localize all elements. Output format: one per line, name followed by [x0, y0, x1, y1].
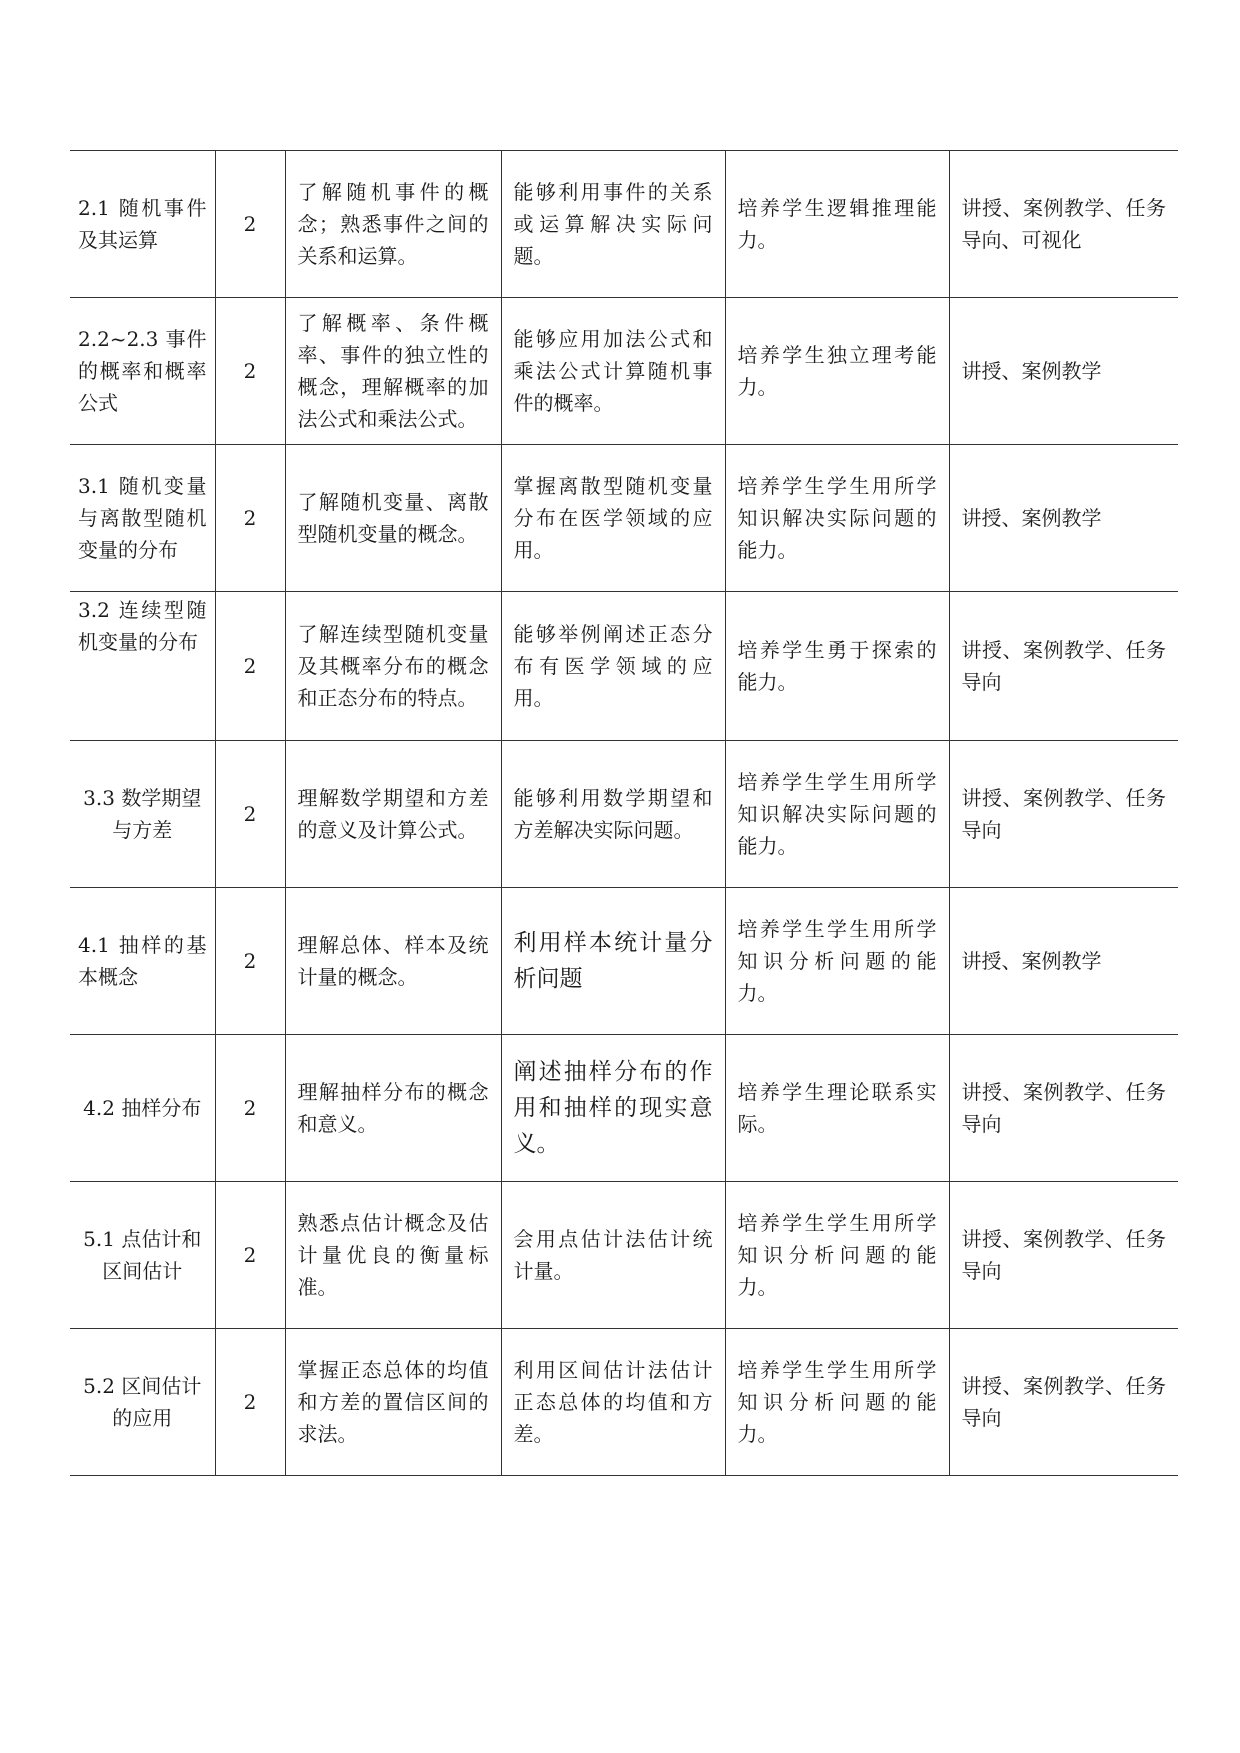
- knowledge-cell: 了解概率、条件概率、事件的独立性的概念，理解概率的加法公式和乘法公式。: [285, 298, 501, 445]
- topic-cell: 5.1 点估计和区间估计: [70, 1182, 215, 1329]
- topic-cell: 2.2~2.3 事件的概率和概率公式: [70, 298, 215, 445]
- table-row: [70, 1329, 1178, 1476]
- table-row: [70, 1182, 1178, 1329]
- method-cell: 讲授、案例教学: [949, 298, 1178, 445]
- quality-cell: 培养学生学生用所学知识解决实际问题的能力。: [725, 445, 949, 592]
- table-row: [70, 888, 1178, 1035]
- ability-cell: 能够举例阐述正态分布有医学领域的应用。: [501, 592, 725, 741]
- ability-cell: 掌握离散型随机变量分布在医学领域的应用。: [501, 445, 725, 592]
- quality-cell: 培养学生理论联系实际。: [725, 1035, 949, 1182]
- quality-cell: 培养学生学生用所学知识解决实际问题的能力。: [725, 741, 949, 888]
- hours-cell: 2: [215, 592, 285, 741]
- quality-cell: 培养学生独立理考能力。: [725, 298, 949, 445]
- knowledge-cell: 理解数学期望和方差的意义及计算公式。: [285, 741, 501, 888]
- topic-cell: 3.2 连续型随机变量的分布: [70, 592, 215, 741]
- method-cell: 讲授、案例教学、任务导向: [949, 1329, 1178, 1476]
- method-cell: 讲授、案例教学: [949, 888, 1178, 1035]
- quality-cell: 培养学生逻辑推理能力。: [725, 151, 949, 298]
- knowledge-cell: 理解总体、样本及统计量的概念。: [285, 888, 501, 1035]
- topic-cell: 3.1 随机变量与离散型随机变量的分布: [70, 445, 215, 592]
- knowledge-cell: 了解连续型随机变量及其概率分布的概念和正态分布的特点。: [285, 592, 501, 741]
- table-row: [70, 445, 1178, 592]
- quality-cell: 培养学生学生用所学知识分析问题的能力。: [725, 1329, 949, 1476]
- method-cell: 讲授、案例教学: [949, 445, 1178, 592]
- topic-cell: 5.2 区间估计的应用: [70, 1329, 215, 1476]
- topic-cell: 3.3 数学期望与方差: [70, 741, 215, 888]
- hours-cell: 2: [215, 151, 285, 298]
- method-cell: 讲授、案例教学、任务导向: [949, 1035, 1178, 1182]
- table-row: [70, 151, 1178, 298]
- hours-cell: 2: [215, 1035, 285, 1182]
- syllabus-table: [70, 150, 1178, 1476]
- topic-cell: 2.1 随机事件及其运算: [70, 151, 215, 298]
- quality-cell: 培养学生学生用所学知识分析问题的能力。: [725, 1182, 949, 1329]
- knowledge-cell: 了解随机变量、离散型随机变量的概念。: [285, 445, 501, 592]
- ability-cell: 利用样本统计量分析问题: [501, 888, 725, 1035]
- topic-cell: 4.1 抽样的基本概念: [70, 888, 215, 1035]
- knowledge-cell: 熟悉点估计概念及估计量优良的衡量标准。: [285, 1182, 501, 1329]
- table-row: [70, 1035, 1178, 1182]
- ability-cell: 能够利用数学期望和方差解决实际问题。: [501, 741, 725, 888]
- ability-cell: 能够应用加法公式和乘法公式计算随机事件的概率。: [501, 298, 725, 445]
- method-cell: 讲授、案例教学、任务导向: [949, 592, 1178, 741]
- table-row: [70, 741, 1178, 888]
- hours-cell: 2: [215, 298, 285, 445]
- hours-cell: 2: [215, 1329, 285, 1476]
- ability-cell: 阐述抽样分布的作用和抽样的现实意义。: [501, 1035, 725, 1182]
- ability-cell: 利用区间估计法估计正态总体的均值和方差。: [501, 1329, 725, 1476]
- method-cell: 讲授、案例教学、任务导向: [949, 1182, 1178, 1329]
- ability-cell: 会用点估计法估计统计量。: [501, 1182, 725, 1329]
- table-row: [70, 592, 1178, 741]
- quality-cell: 培养学生学生用所学知识分析问题的能力。: [725, 888, 949, 1035]
- method-cell: 讲授、案例教学、任务导向、可视化: [949, 151, 1178, 298]
- ability-cell: 能够利用事件的关系或运算解决实际问题。: [501, 151, 725, 298]
- knowledge-cell: 掌握正态总体的均值和方差的置信区间的求法。: [285, 1329, 501, 1476]
- knowledge-cell: 理解抽样分布的概念和意义。: [285, 1035, 501, 1182]
- hours-cell: 2: [215, 445, 285, 592]
- hours-cell: 2: [215, 741, 285, 888]
- hours-cell: 2: [215, 888, 285, 1035]
- hours-cell: 2: [215, 1182, 285, 1329]
- table-row: [70, 298, 1178, 445]
- topic-cell: 4.2 抽样分布: [70, 1035, 215, 1182]
- method-cell: 讲授、案例教学、任务导向: [949, 741, 1178, 888]
- knowledge-cell: 了解随机事件的概念；熟悉事件之间的关系和运算。: [285, 151, 501, 298]
- quality-cell: 培养学生勇于探索的能力。: [725, 592, 949, 741]
